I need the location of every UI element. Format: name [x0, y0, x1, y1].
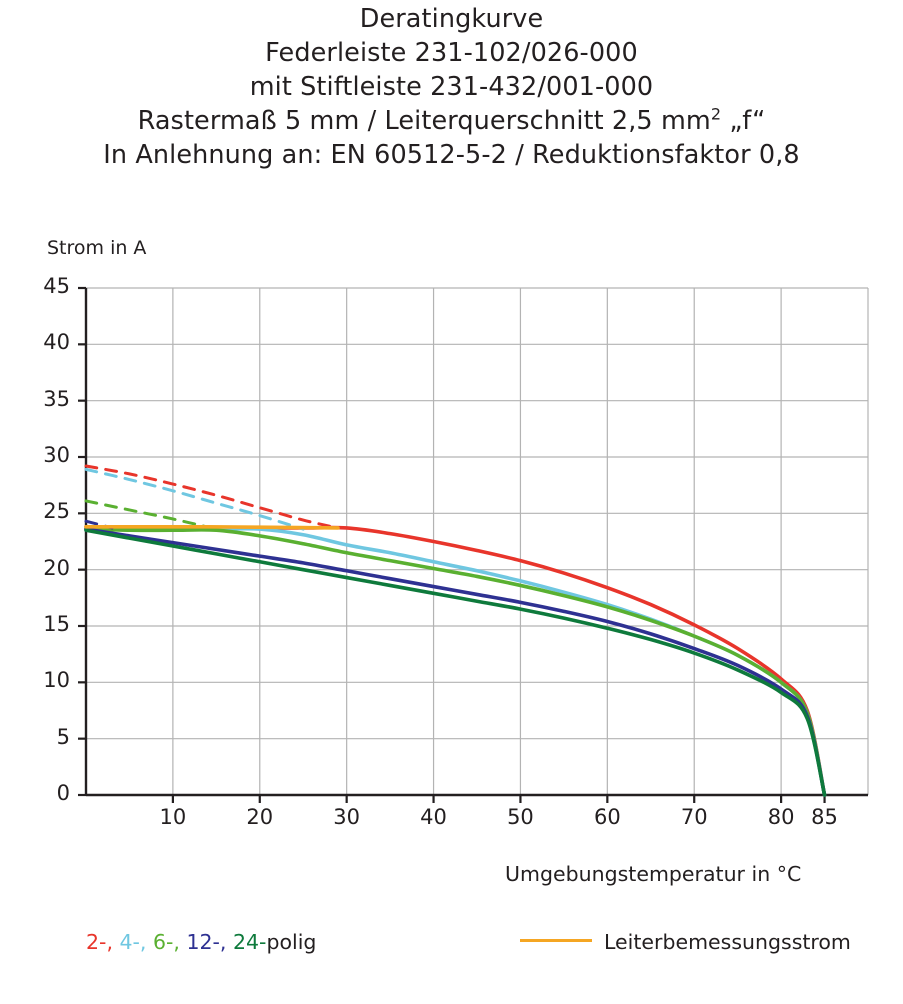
x-tick-label: 60 [593, 805, 621, 829]
x-tick-label: 50 [507, 805, 534, 829]
legend-poles [86, 930, 316, 954]
y-tick-label: 25 [43, 499, 70, 524]
x-tick-label: 85 [811, 805, 838, 829]
title-line-4-tail: „f“ [721, 106, 766, 136]
x-tick-label: 30 [333, 805, 361, 829]
title-line-1: Deratingkurve [359, 4, 544, 34]
y-tick-label: 15 [43, 612, 70, 636]
series-line-3 [86, 469, 303, 529]
x-tick-label: 70 [680, 805, 708, 829]
legend-pole-part-5: polig [266, 930, 317, 954]
y-tick-label: 5 [56, 724, 70, 749]
x-tick-label: 80 [767, 805, 795, 829]
y-tick-label: 10 [43, 668, 70, 693]
title-line-4-main: Rastermaß 5 mm / Leiterquerschnitt 2,5 mm [137, 106, 711, 136]
grid-lines [86, 288, 868, 795]
legend-rated-current [520, 930, 851, 954]
chart-legend [0, 930, 903, 980]
x-axis-label: Umgebungstemperatur in °C [505, 862, 802, 886]
series-line-9 [86, 527, 338, 528]
legend-pole-part-0: 2-, [86, 930, 120, 954]
y-tick-label: 45 [43, 274, 70, 298]
legend-pole-part-1: 4-, [119, 930, 153, 954]
title-line-3: mit Stiftleiste 231-432/001-000 [249, 72, 654, 102]
legend-pole-part-3: 12-, [186, 930, 233, 954]
y-tick-label: 35 [43, 386, 70, 411]
x-tick-label: 20 [246, 805, 274, 829]
y-tick-label: 30 [43, 443, 70, 467]
legend-pole-part-2: 6-, [152, 930, 187, 954]
legend-rated-current-swatch [520, 939, 592, 942]
x-tick-label: 10 [159, 805, 187, 829]
legend-rated-current-label: Leiterbemessungsstrom [604, 930, 851, 954]
y-tick-label: 20 [43, 555, 70, 580]
y-axis-label: Strom in A [47, 237, 147, 259]
title-line-4-superscript: 2 [710, 104, 722, 124]
title-line-5: In Anlehnung an: EN 60512-5-2 / Reduktionsfaktor 0,8 [103, 140, 800, 170]
data-series [86, 466, 825, 795]
title-line-2: Federleiste 231-102/026-000 [265, 38, 638, 68]
y-tick-label: 40 [43, 330, 70, 355]
legend-pole-part-4: 24- [232, 930, 267, 954]
axes [86, 288, 868, 795]
x-tick-label: 40 [420, 805, 447, 829]
y-tick-label: 0 [56, 781, 70, 805]
series-line-1 [86, 466, 338, 528]
